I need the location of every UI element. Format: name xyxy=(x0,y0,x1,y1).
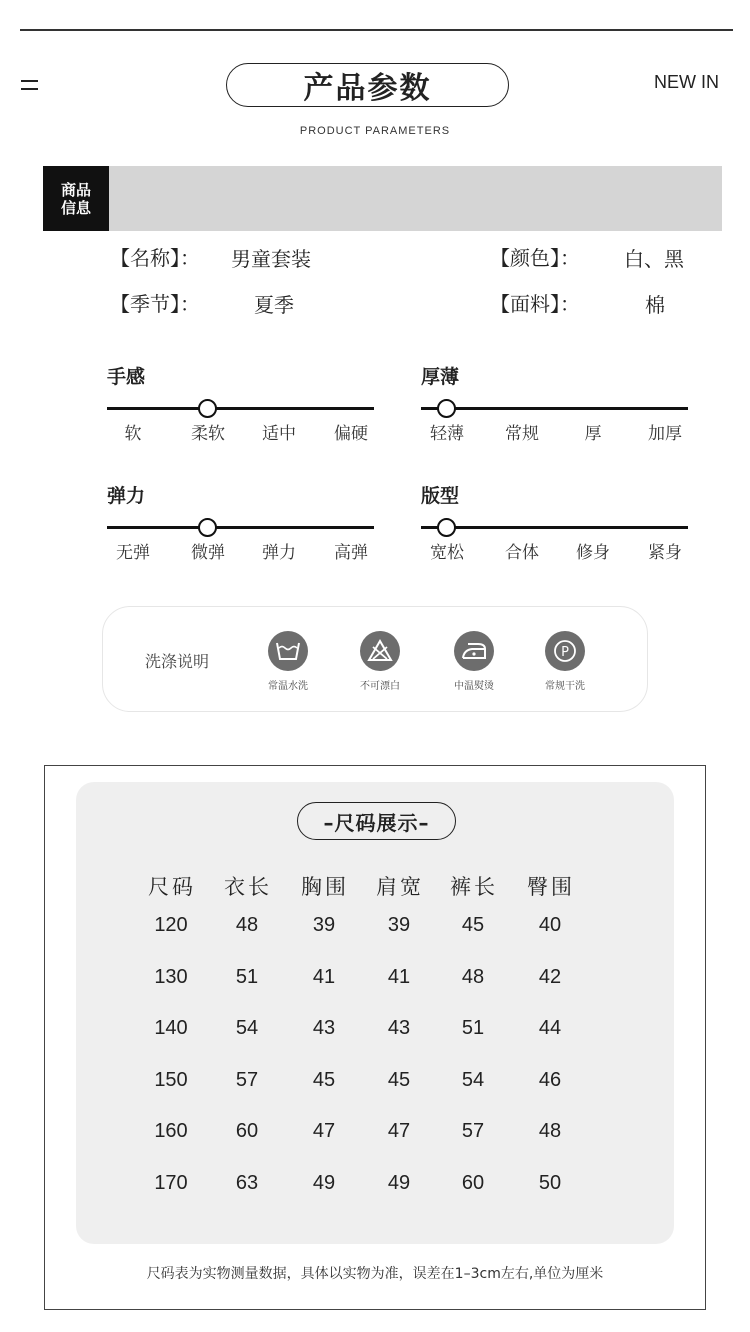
care-label-bleach: 不可漂白 xyxy=(360,681,400,692)
care-label-iron: 中温熨烫 xyxy=(454,681,494,692)
name-label: 【名称】： xyxy=(110,246,200,270)
scale-title-thickness: 厚薄 xyxy=(421,366,460,388)
size-cell: 48 xyxy=(538,1120,562,1142)
scale-knob-fit[interactable] xyxy=(437,518,456,537)
info-header-bar xyxy=(43,166,722,231)
scale-tick-label: 无弹 xyxy=(116,543,150,563)
scale-tick-label: 轻薄 xyxy=(430,424,464,444)
scale-tick-label: 合体 xyxy=(505,543,539,563)
scale-title-fit: 版型 xyxy=(421,485,460,507)
scale-knob-elasticity[interactable] xyxy=(198,518,217,537)
scale-tick-label: 宽松 xyxy=(430,543,464,563)
scale-tick-label: 紧身 xyxy=(648,543,682,563)
scale-title-hand-feel: 手感 xyxy=(107,366,146,388)
size-cell: 49 xyxy=(387,1171,411,1194)
no-bleach-icon xyxy=(360,631,400,671)
size-cell: 42 xyxy=(538,965,562,988)
size-table-title: –尺码展示– xyxy=(297,802,456,840)
scale-tick-label: 软 xyxy=(124,424,142,444)
scale-title-elasticity: 弹力 xyxy=(107,485,146,507)
size-cell: 60 xyxy=(461,1171,485,1194)
color-label: 【颜色】： xyxy=(490,246,580,270)
size-cell: 120 xyxy=(154,914,188,936)
scale-tick-label: 适中 xyxy=(262,424,296,444)
scale-knob-hand-feel[interactable] xyxy=(198,399,217,418)
size-cell: 40 xyxy=(538,914,562,936)
scale-tick-label: 微弹 xyxy=(191,543,225,563)
scale-knob-thickness[interactable] xyxy=(437,399,456,418)
size-header-cell: 臀围 xyxy=(527,875,575,899)
size-cell: 63 xyxy=(235,1171,259,1194)
scale-tick-label: 加厚 xyxy=(648,424,682,444)
size-cell: 47 xyxy=(387,1120,411,1142)
scale-track-thickness xyxy=(421,407,688,410)
size-cell: 150 xyxy=(154,1068,188,1091)
size-cell: 48 xyxy=(461,965,485,988)
info-tag xyxy=(43,166,109,231)
size-cell: 130 xyxy=(154,965,188,988)
scale-tick-label: 常规 xyxy=(505,424,539,444)
size-cell: 50 xyxy=(538,1171,562,1194)
size-cell: 60 xyxy=(235,1120,259,1142)
color-value: 白、黑 xyxy=(624,247,684,271)
size-cell: 39 xyxy=(387,914,411,936)
wash-basin-icon xyxy=(268,631,308,671)
scale-track-fit xyxy=(421,526,688,529)
scale-track-elasticity xyxy=(107,526,374,529)
scale-track-hand-feel xyxy=(107,407,374,410)
dry-clean-icon xyxy=(545,631,585,671)
size-cell: 45 xyxy=(461,914,485,936)
scale-tick-label: 高弹 xyxy=(334,543,368,563)
size-cell: 41 xyxy=(387,965,411,988)
info-tag-line2: 信息 xyxy=(60,198,91,217)
size-cell: 44 xyxy=(538,1017,562,1039)
info-tag-line1: 商品 xyxy=(60,180,91,199)
page-subtitle: PRODUCT PARAMETERS xyxy=(299,125,451,137)
size-cell: 39 xyxy=(312,914,336,936)
size-note: 尺码表为实物测量数据，具体以实物为准，误差在1–3cm左右,单位为厘米 xyxy=(146,1266,604,1282)
size-cell: 57 xyxy=(461,1120,485,1142)
size-cell: 140 xyxy=(154,1017,188,1039)
scale-tick-label: 厚 xyxy=(584,424,602,444)
size-header-cell: 裤长 xyxy=(450,875,498,899)
care-title: 洗涤说明 xyxy=(145,652,210,671)
iron-icon xyxy=(454,631,494,671)
size-cell: 47 xyxy=(312,1120,336,1142)
top-divider xyxy=(20,29,733,31)
season-label: 【季节】： xyxy=(110,292,200,316)
size-header-cell: 胸围 xyxy=(301,875,349,899)
scale-tick-label: 偏硬 xyxy=(334,424,368,444)
size-cell: 45 xyxy=(312,1068,336,1091)
size-cell: 48 xyxy=(235,914,259,936)
size-cell: 41 xyxy=(312,965,336,988)
season-value: 夏季 xyxy=(254,293,294,317)
menu-icon[interactable] xyxy=(21,80,38,96)
svg-text:P: P xyxy=(561,645,569,660)
size-cell: 43 xyxy=(387,1017,411,1039)
size-cell: 51 xyxy=(235,965,259,988)
size-cell: 54 xyxy=(461,1068,485,1091)
size-cell: 160 xyxy=(154,1120,188,1142)
size-header-cell: 尺码 xyxy=(148,875,196,899)
care-label-wash: 常温水洗 xyxy=(268,681,308,692)
fabric-label: 【面料】： xyxy=(490,292,580,316)
scale-tick-label: 修身 xyxy=(576,543,610,563)
scale-tick-label: 弹力 xyxy=(262,543,296,563)
size-cell: 57 xyxy=(235,1068,259,1091)
size-cell: 46 xyxy=(538,1068,562,1091)
size-cell: 49 xyxy=(312,1171,336,1194)
care-label-dryclean: 常规干洗 xyxy=(545,681,585,692)
page-title: 产品参数 xyxy=(226,63,509,107)
size-cell: 170 xyxy=(154,1171,188,1194)
scale-tick-label: 柔软 xyxy=(191,424,225,444)
new-in-label: NEW IN xyxy=(654,72,719,92)
size-header-cell: 衣长 xyxy=(224,875,272,899)
fabric-value: 棉 xyxy=(645,293,665,317)
size-cell: 45 xyxy=(387,1068,411,1091)
size-cell: 43 xyxy=(312,1017,336,1039)
size-header-cell: 肩宽 xyxy=(376,875,424,899)
size-cell: 54 xyxy=(235,1017,259,1039)
name-value: 男童套装 xyxy=(231,247,311,271)
size-cell: 51 xyxy=(461,1017,485,1039)
